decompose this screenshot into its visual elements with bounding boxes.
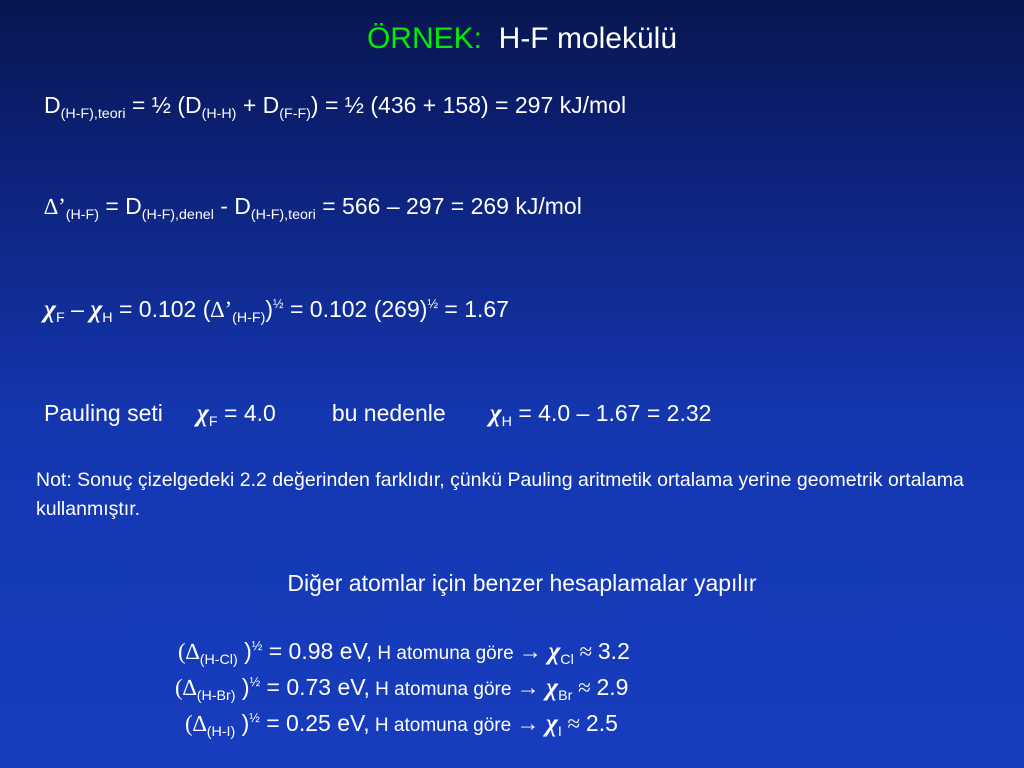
eq2-mid1: = D	[98, 193, 142, 219]
calc-half: ½	[249, 711, 260, 726]
right-arrow-icon: →	[516, 711, 540, 736]
right-arrow-icon: →	[518, 639, 542, 664]
eq3-sub-h: H	[102, 309, 113, 326]
eq1-sub-hf-teori: (H-F),teori	[60, 105, 126, 122]
calc-value: = 0.98 eV,	[262, 638, 373, 664]
calc-close: )	[237, 638, 252, 664]
calc-row-hi	[185, 708, 618, 738]
calc-ref: H atomuna göre	[372, 643, 519, 664]
pauling-reason: bu nedenle	[331, 400, 446, 426]
calc-elem: Cl	[560, 651, 574, 668]
calc-ref: H atomuna göre	[369, 679, 517, 700]
approx-icon: ≈	[561, 711, 586, 736]
chi-symbol-pauling-h: χ	[489, 398, 502, 427]
calc-close: )	[235, 674, 250, 700]
title-text: H-F molekülü	[498, 22, 678, 55]
calc-result: 2.9	[596, 674, 629, 700]
calc-half: ½	[251, 639, 263, 654]
eq3-delta: ∆’	[210, 297, 233, 322]
chi-symbol-h: χ	[90, 294, 103, 323]
calc-sub: (H-Cl)	[199, 651, 238, 668]
calc-open: (∆	[185, 711, 207, 736]
calc-elem: I	[557, 723, 562, 740]
eq1-mid1: = ½ (D	[125, 92, 202, 118]
pauling-val-f: = 4.0	[217, 400, 276, 426]
chi-symbol: χ	[545, 708, 558, 737]
calc-sub: (H-Br)	[196, 687, 236, 704]
equation-theoretical-bond-energy	[44, 92, 627, 122]
calc-close: )	[235, 710, 250, 736]
eq3-mid1: = 0.102 (	[112, 296, 211, 322]
calc-result: 3.2	[597, 638, 630, 664]
chi-symbol: χ	[548, 636, 561, 665]
calc-row-hbr	[175, 672, 628, 702]
eq2-sub-hf: (H-F)	[65, 206, 99, 223]
calc-value: = 0.25 eV,	[259, 710, 370, 736]
pauling-sub-f: F	[208, 413, 218, 430]
eq1-tail: ) = ½ (436 + 158) = 297 kJ/mol	[310, 92, 627, 118]
calc-half: ½	[249, 675, 261, 690]
eq2-delta: ∆’	[44, 194, 66, 219]
chi-symbol: χ	[546, 672, 559, 701]
calc-open: (∆	[175, 675, 197, 700]
eq3-mid2: = 0.102 (269)	[283, 296, 428, 322]
calc-result: 2.5	[585, 710, 618, 736]
eq3-sub-f: F	[55, 309, 65, 326]
eq3-half-1: ½	[273, 297, 284, 312]
eq1-mid2: + D	[236, 92, 280, 118]
eq3-sub-hf: (H-F)	[232, 309, 266, 326]
eq2-sub-teori: (H-F),teori	[250, 206, 316, 223]
chi-symbol-pauling-f: χ	[196, 398, 209, 427]
eq3-close: )	[265, 296, 274, 322]
eq2-sub-denel: (H-F),denel	[141, 206, 214, 223]
pauling-val-h: = 4.0 – 1.67 = 2.32	[511, 400, 712, 426]
calc-value: = 0.73 eV,	[260, 674, 370, 700]
eq1-sub-ff: (F-F)	[279, 105, 311, 122]
chi-symbol-f: χ	[44, 294, 56, 323]
equation-electronegativity-difference	[44, 294, 509, 324]
eq3-half-2: ½	[427, 297, 438, 312]
pauling-scale-line	[44, 398, 711, 428]
equation-delta	[44, 193, 582, 223]
approx-icon: ≈	[573, 639, 598, 664]
calc-ref: H atomuna göre	[369, 715, 517, 736]
eq3-tail: = 1.67	[437, 296, 509, 322]
other-atoms-heading: Diğer atomlar için benzer hesaplamalar yapılır	[287, 570, 757, 596]
calc-sub: (H-I)	[206, 723, 236, 740]
eq2-mid2: - D	[213, 193, 251, 219]
calc-row-hcl	[178, 636, 630, 666]
approx-icon: ≈	[572, 675, 597, 700]
eq1-d: D	[44, 92, 61, 118]
eq3-dash: –	[64, 296, 91, 322]
calc-elem: Br	[558, 687, 573, 704]
note-paragraph: Not: Sonuç çizelgedeki 2.2 değerinden farklıdır, çünkü Pauling aritmetik ortalama yerine geometrik ortalama kullanmıştır.	[36, 469, 964, 520]
pauling-label: Pauling seti	[44, 400, 163, 426]
eq1-sub-hh: (H-H)	[201, 105, 237, 122]
slide-title	[0, 22, 1024, 56]
title-prefix: ÖRNEK:	[366, 22, 482, 55]
pauling-sub-h: H	[501, 413, 512, 430]
calc-open: (∆	[178, 639, 200, 664]
eq2-tail: = 566 – 297 = 269 kJ/mol	[315, 193, 582, 219]
right-arrow-icon: →	[516, 675, 540, 700]
